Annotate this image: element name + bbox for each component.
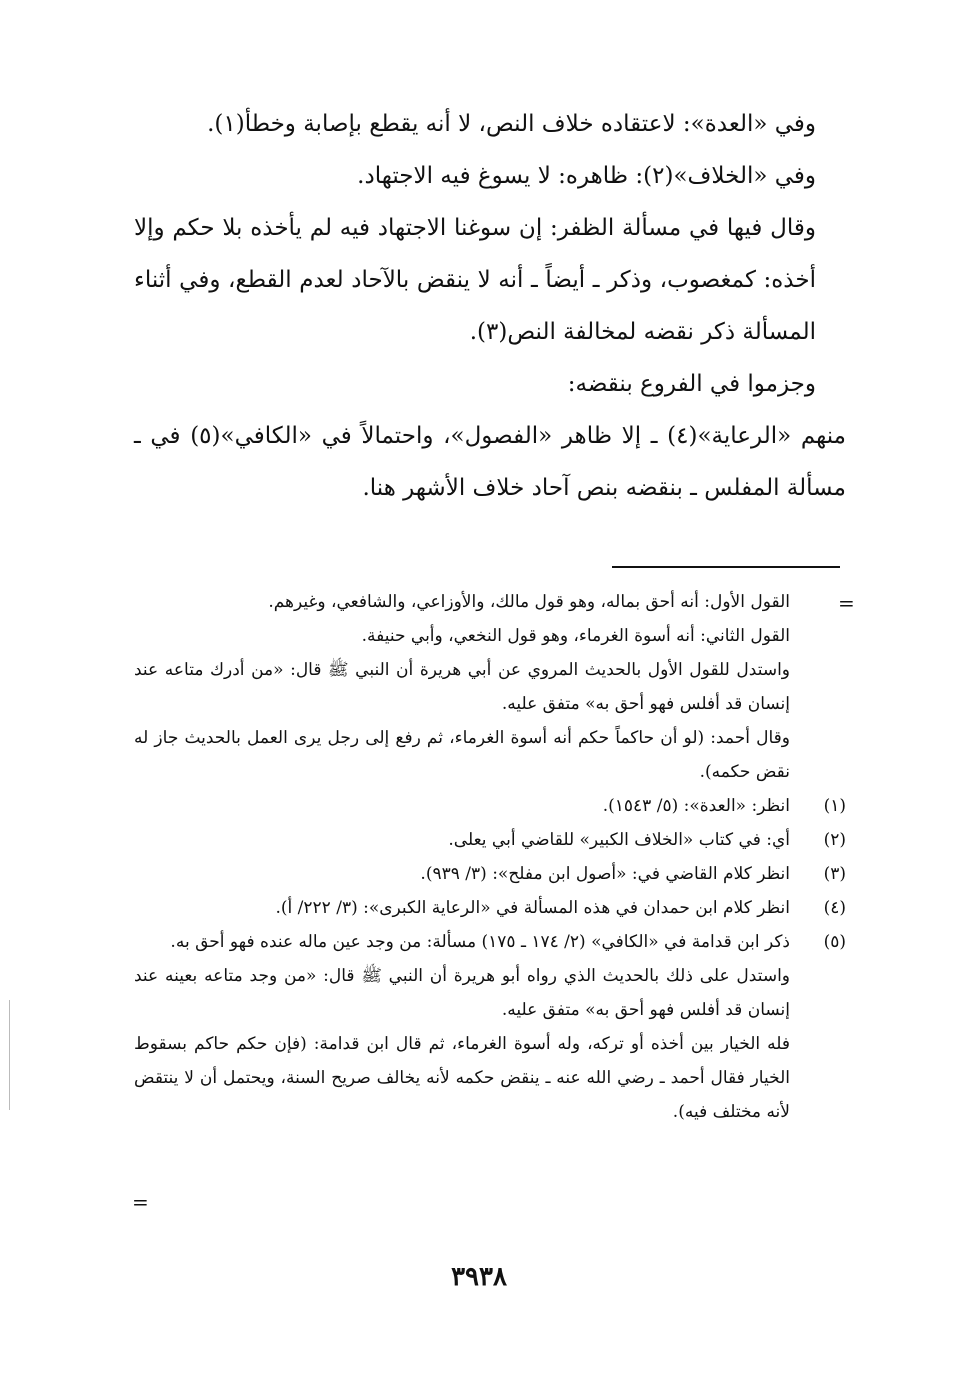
footnote-3	[134, 857, 846, 891]
footnote-continued-line: القول الثاني: أنه أسوة الغرماء، وهو قول النخعي، وأبي حنيفة.	[361, 626, 790, 646]
footnote-number: (٥)	[823, 932, 846, 952]
footnote-5-continuation: فله الخيار بين أخذه أو تركه، وله أسوة الغرماء، ثم قال ابن قدامة: (فإن حكم حاكم بسقوط الخيار فقال أحمد ـ رضي الله عنه ـ ينقض حكمه لأنه يخالف صريح السنة، ويحتمل أن لا ينتقض لأنه مختلف فيه).	[134, 1034, 790, 1122]
footnotes	[134, 585, 846, 1129]
footnote-number: (١)	[823, 796, 846, 816]
paragraph-2: وفي «الخلاف»(٢): ظاهره: لا يسوغ فيه الاجتهاد.	[357, 163, 816, 189]
footnote-number: (٤)	[823, 898, 846, 918]
paragraph-5: منهم «الرعاية»(٤) ـ إلا ظاهر «الفصول»، واحتمالاً في «الكافي»(٥) في ـ مسألة المفلس ـ بنقضه بنص آحاد خلاف الأشهر هنا.	[134, 423, 846, 501]
footnote-5	[134, 925, 846, 959]
footnote-5-continuation: واستدل على ذلك بالحديث الذي رواه أبو هريرة أن النبي ﷺ قال: «من وجد متاعه بعينه عند إنسان قد أفلس فهو أحق به» متفق عليه.	[134, 966, 790, 1020]
footnote-number: (٢)	[823, 830, 846, 850]
footnote-4	[134, 891, 846, 925]
footnote-separator	[612, 566, 840, 568]
page-number: ٣٩٣٨	[451, 1262, 507, 1292]
footnote-1	[134, 789, 846, 823]
footnote-text: انظر كلام القاضي في: «أصول ابن مفلح»: (٣/ ٩٣٩).	[420, 864, 790, 884]
footnote-continued-line: وقال أحمد: (لو أن حاكماً حكم أنه أسوة الغرماء، ثم رفع إلى رجل يرى العمل بالحديث جاز له نقض حكمه).	[134, 728, 790, 782]
main-text	[134, 98, 846, 514]
footnote-continued-line: واستدل للقول الأول بالحديث المروي عن أبي هريرة أن النبي ﷺ قال: «من أدرك متاعه عند إنسان قد أفلس فهو أحق به» متفق عليه.	[134, 660, 790, 714]
paragraph-3: وقال فيها في مسألة الظفر: إن سوغنا الاجتهاد فيه لم يأخذه بلا حكم وإلا أخذه: كمغصوب، وذكر ـ أيضاً ـ أنه لا ينقض بالآحاد لعدم القطع، وفي أثناء المسألة ذكر نقضه لمخالفة النص(٣).	[134, 215, 816, 345]
continued-mark: =	[838, 591, 855, 615]
footnote-text: ذكر ابن قدامة في «الكافي» (٢/ ١٧٤ ـ ١٧٥) مسألة: من وجد عين ماله عنده فهو أحق به.	[170, 932, 790, 952]
footnote-continued-line: القول الأول: أنه أحق بماله، وهو قول مالك، والأوزاعي، والشافعي، وغيرهم.	[268, 592, 790, 612]
paragraph-1: وفي «العدة»: لاعتقاده خلاف النص، لا أنه يقطع بإصابة وخطأ(١).	[207, 111, 816, 137]
footnote-text: انظر: «العدة»: (٥/ ١٥٤٣).	[602, 796, 790, 816]
scan-edge-line	[9, 1000, 10, 1110]
continues-next-page-mark: =	[132, 1190, 149, 1214]
footnote-text: أي: في كتاب «الخلاف الكبير» للقاضي أبي يعلى.	[448, 830, 790, 850]
footnote-2	[134, 823, 846, 857]
footnote-text: انظر كلام ابن حمدان في هذه المسألة في «الرعاية الكبرى»: (٣/ ٢٢٢/ أ).	[275, 898, 790, 918]
footnote-number: (٣)	[823, 864, 846, 884]
paragraph-4: وجزموا في الفروع بنقضه:	[567, 371, 816, 397]
